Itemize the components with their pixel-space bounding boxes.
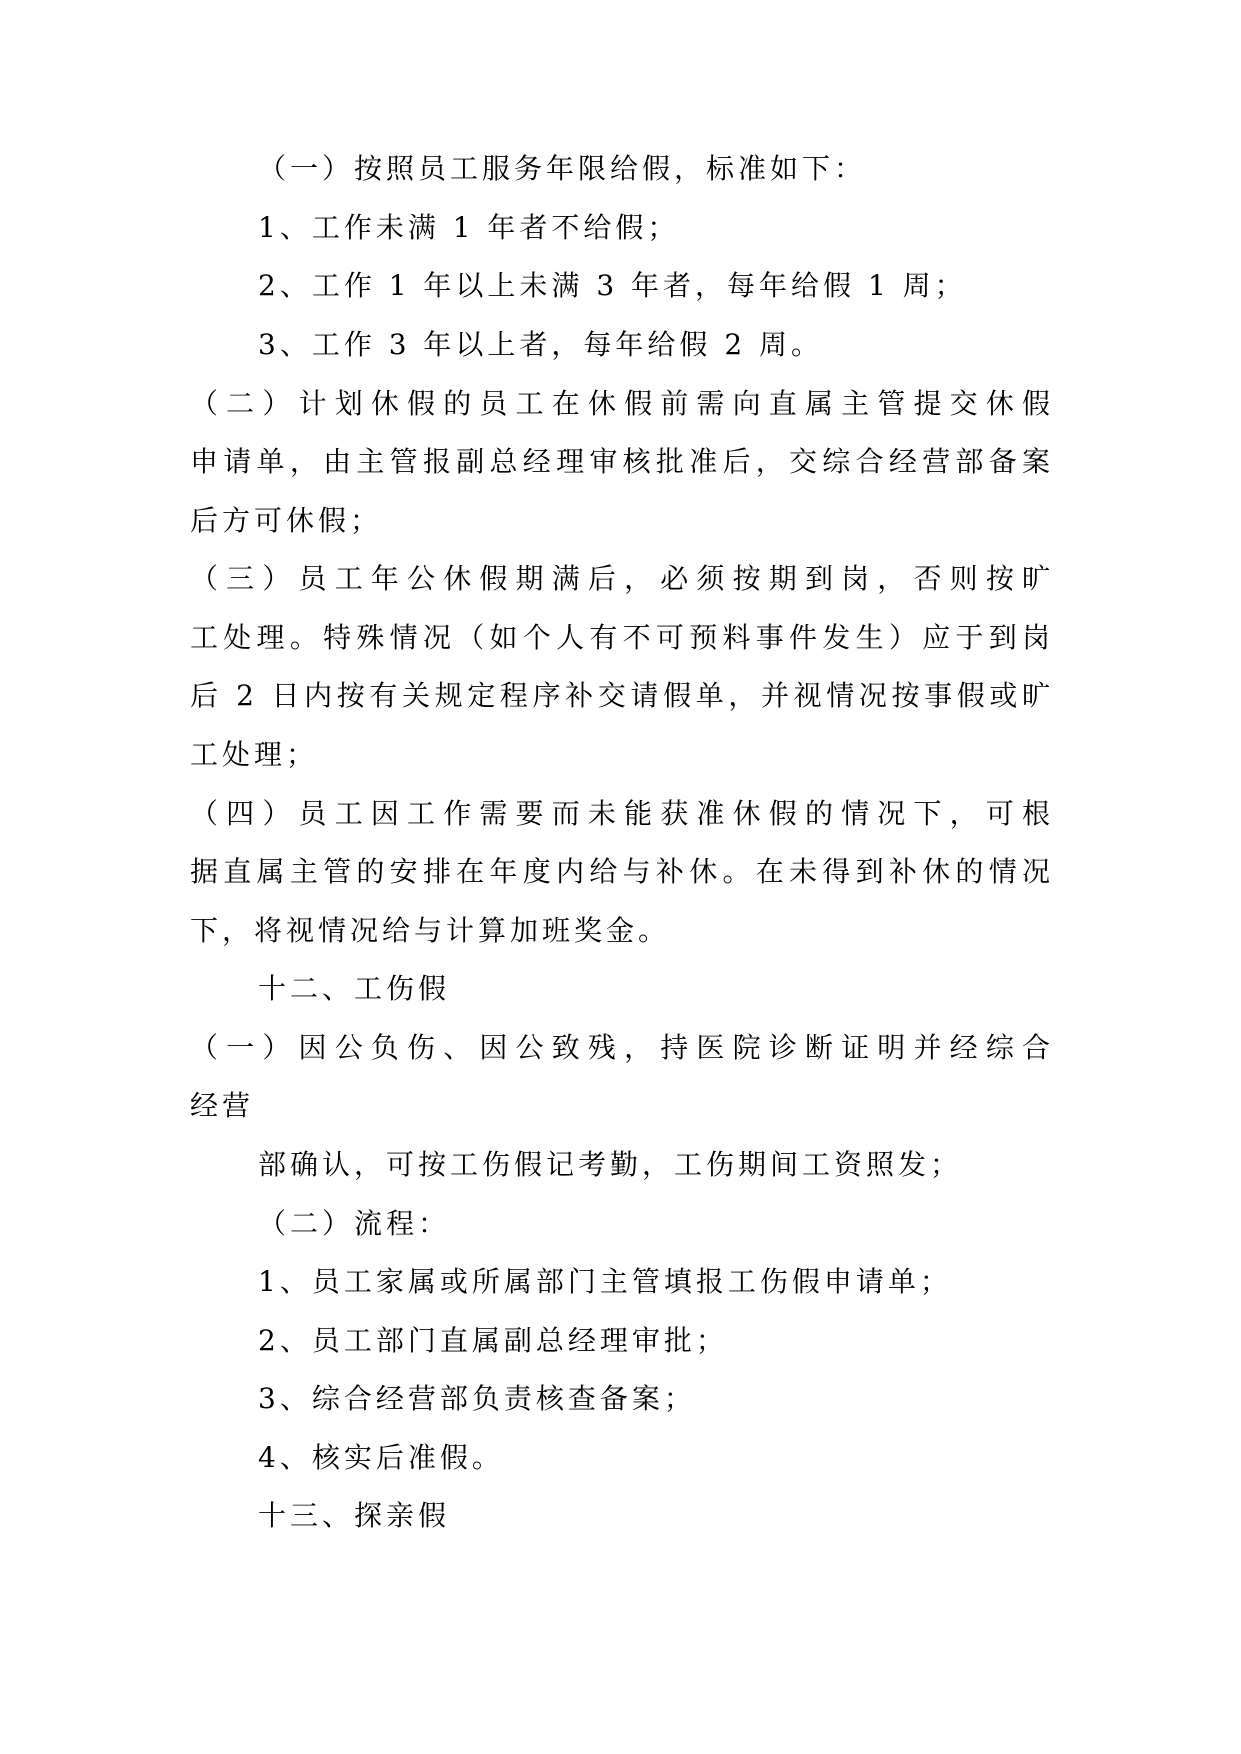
paragraph-line: 4、核实后准假。 — [258, 1441, 504, 1474]
paragraph-line: 工处理； — [190, 738, 319, 771]
paragraph-line: 工处理。特殊情况（如个人有不可预料事件发生）应于到岗 — [190, 621, 1054, 654]
section-heading: 十二、工伤假 — [258, 972, 451, 1005]
paragraph-line: 2、工作 1 年以上未满 3 年者，每年给假 1 周； — [258, 269, 967, 302]
paragraph-line: 申请单，由主管报副总经理审核批准后，交综合经营部备案 — [190, 445, 1054, 478]
paragraph-line: 1、员工家属或所属部门主管填报工伤假申请单； — [258, 1265, 952, 1298]
paragraph-line: 部确认，可按工伤假记考勤，工伤期间工资照发； — [258, 1148, 963, 1181]
paragraph-line: （一）因公负伤、因公致残，持医院诊断证明并经综合 — [190, 1031, 1054, 1064]
paragraph-line: 据直属主管的安排在年度内给与补休。在未得到补休的情况 — [190, 855, 1054, 888]
paragraph-line: 3、综合经营部负责核查备案； — [258, 1382, 696, 1415]
paragraph-line: （一）按照员工服务年限给假，标准如下： — [258, 152, 867, 185]
paragraph-line: （三）员工年公休假期满后，必须按期到岗，否则按旷 — [190, 562, 1054, 595]
paragraph-line: 1、工作未满 1 年者不给假； — [258, 211, 680, 244]
paragraph-line: 后 2 日内按有关规定程序补交请假单，并视情况按事假或旷 — [190, 679, 1054, 712]
paragraph-line: 下，将视情况给与计算加班奖金。 — [190, 914, 671, 947]
paragraph-line: 3、工作 3 年以上者，每年给假 2 周。 — [258, 328, 824, 361]
paragraph-line: （二）计划休假的员工在休假前需向直属主管提交休假 — [190, 387, 1054, 420]
section-heading: 十三、探亲假 — [258, 1499, 451, 1532]
paragraph-line: 后方可休假； — [190, 504, 383, 537]
paragraph-line: 经营 — [190, 1089, 255, 1122]
paragraph-line: （四）员工因工作需要而未能获准休假的情况下，可根 — [190, 797, 1054, 830]
paragraph-line: 2、员工部门直属副总经理审批； — [258, 1324, 728, 1357]
paragraph-line: （二）流程： — [258, 1207, 451, 1240]
